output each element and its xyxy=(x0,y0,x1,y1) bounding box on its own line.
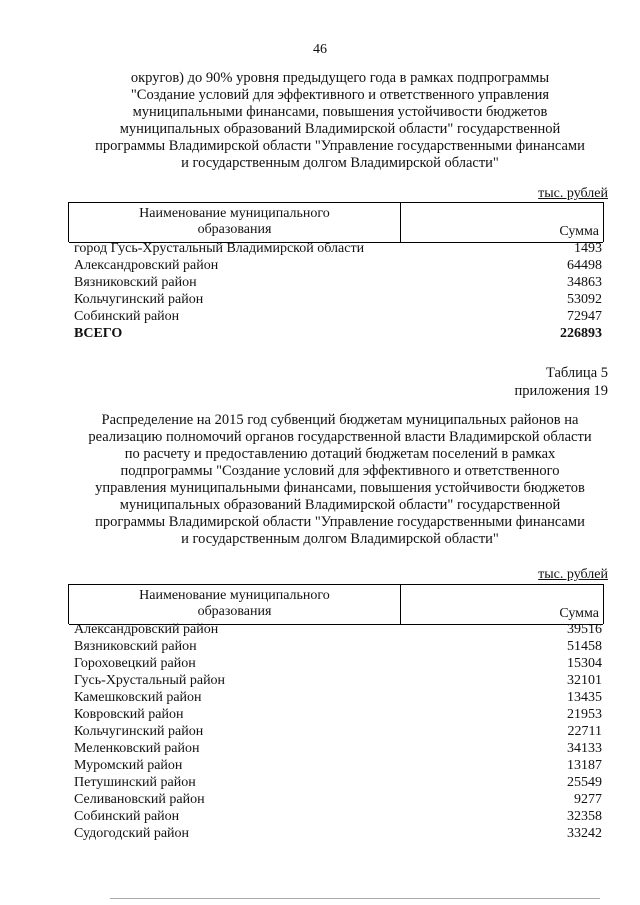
section1-table-header xyxy=(68,202,604,242)
row-name: Александровский район xyxy=(74,258,219,273)
section1-header-name xyxy=(69,203,401,243)
row-value: 51458 xyxy=(567,639,602,654)
section1-units: тыс. рублей xyxy=(538,186,608,201)
section2-paragraph-line: по расчету и предоставлению дотаций бюджетам поселений в рамках xyxy=(124,446,556,462)
section2-units: тыс. рублей xyxy=(538,567,608,582)
row-value: 13435 xyxy=(567,690,602,705)
row-value: 53092 xyxy=(567,292,602,307)
table-row xyxy=(74,774,604,791)
section1-paragraph-line: муниципальными финансами, повышения устойчивости бюджетов xyxy=(132,104,548,120)
section2-table-body xyxy=(74,621,604,842)
section1-paragraph xyxy=(60,70,620,172)
section2-header-name xyxy=(69,585,401,625)
table-caption xyxy=(515,364,608,400)
row-name: Вязниковский район xyxy=(74,275,197,290)
row-value: 39516 xyxy=(567,622,602,637)
header-name-line: Наименование муниципального xyxy=(139,206,330,221)
row-name: город Гусь-Хрустальный Владимирской области xyxy=(74,241,365,256)
table-row xyxy=(74,723,604,740)
row-name: Гусь-Хрустальный район xyxy=(74,673,226,688)
page-number: 46 xyxy=(313,42,327,57)
header-name-line: образования xyxy=(197,604,272,619)
row-name: Судогодский район xyxy=(74,826,190,841)
table-row xyxy=(74,308,604,325)
section1-paragraph-line: и государственным долгом Владимирской области" xyxy=(181,155,499,171)
section1-paragraph-line: "Создание условий для эффективного и ответственного управления xyxy=(130,87,550,103)
table-row xyxy=(74,740,604,757)
row-value: 1493 xyxy=(574,241,602,256)
row-value: 9277 xyxy=(574,792,602,807)
row-value: 25549 xyxy=(567,775,602,790)
row-value: 15304 xyxy=(567,656,602,671)
table-row xyxy=(74,672,604,689)
table-row xyxy=(74,689,604,706)
table-row xyxy=(74,655,604,672)
row-name: Кольчугинский район xyxy=(74,724,204,739)
section2-header-sum: Сумма xyxy=(559,606,599,621)
row-value: 13187 xyxy=(567,758,602,773)
row-name: Петушинский район xyxy=(74,775,196,790)
section2-paragraph-line: подпрограммы "Создание условий для эффективного и ответственного xyxy=(120,463,560,479)
row-name: Камешковский район xyxy=(74,690,202,705)
row-name: Муромский район xyxy=(74,758,183,773)
row-name: Собинский район xyxy=(74,309,180,324)
table-row xyxy=(74,291,604,308)
section2-paragraph-line: управления муниципальными финансами, повышения устойчивости бюджетов xyxy=(95,480,585,496)
table-caption-line: Таблица 5 xyxy=(545,365,608,381)
table-row xyxy=(74,274,604,291)
row-value: 34133 xyxy=(567,741,602,756)
section2-paragraph-line: Распределение на 2015 год субвенций бюджетам муниципальных районов на xyxy=(101,412,579,428)
section2-paragraph-line: реализацию полномочий органов государственной власти Владимирской области xyxy=(88,429,592,445)
table-row xyxy=(74,621,604,638)
row-name: Меленковский район xyxy=(74,741,200,756)
row-value: 64498 xyxy=(567,258,602,273)
row-name: Кольчугинский район xyxy=(74,292,204,307)
row-name: Собинский район xyxy=(74,809,180,824)
table-row-total xyxy=(74,325,604,342)
header-name-line: образования xyxy=(197,222,272,237)
row-value: 72947 xyxy=(567,309,602,324)
row-value: 21953 xyxy=(567,707,602,722)
section2-paragraph xyxy=(60,412,620,548)
header-name-line: Наименование муниципального xyxy=(139,588,330,603)
section1-header-sum: Сумма xyxy=(559,224,599,239)
section2-paragraph-line: муниципальных образований Владимирской области" государственной xyxy=(119,497,561,513)
section2-paragraph-line: программы Владимирской области "Управление государственными финансами xyxy=(95,514,585,530)
row-value: 32101 xyxy=(567,673,602,688)
table-caption-line: приложения 19 xyxy=(514,383,608,399)
table-row xyxy=(74,808,604,825)
table-row xyxy=(74,240,604,257)
table-row xyxy=(74,825,604,842)
section1-table-body xyxy=(74,240,604,342)
row-name: Ковровский район xyxy=(74,707,184,722)
section1-paragraph-line: округов) до 90% уровня предыдущего года в рамках подпрограммы xyxy=(130,70,550,86)
section1-paragraph-line: муниципальных образований Владимирской области" государственной xyxy=(119,121,561,137)
section2-paragraph-line: и государственным долгом Владимирской области" xyxy=(181,531,499,547)
table-row xyxy=(74,757,604,774)
row-name: Вязниковский район xyxy=(74,639,197,654)
table-row xyxy=(74,791,604,808)
page-bottom-divider xyxy=(110,898,600,899)
row-value: 33242 xyxy=(567,826,602,841)
row-name: Александровский район xyxy=(74,622,219,637)
row-value: 32358 xyxy=(567,809,602,824)
total-value: 226893 xyxy=(560,326,602,341)
section1-paragraph-line: программы Владимирской области "Управление государственными финансами xyxy=(95,138,585,154)
row-value: 34863 xyxy=(567,275,602,290)
table-row xyxy=(74,257,604,274)
row-value: 22711 xyxy=(567,724,602,739)
total-label: ВСЕГО xyxy=(74,326,123,341)
table-row xyxy=(74,638,604,655)
table-row xyxy=(74,706,604,723)
row-name: Гороховецкий район xyxy=(74,656,196,671)
section2-table-header xyxy=(68,584,604,624)
row-name: Селивановский район xyxy=(74,792,205,807)
